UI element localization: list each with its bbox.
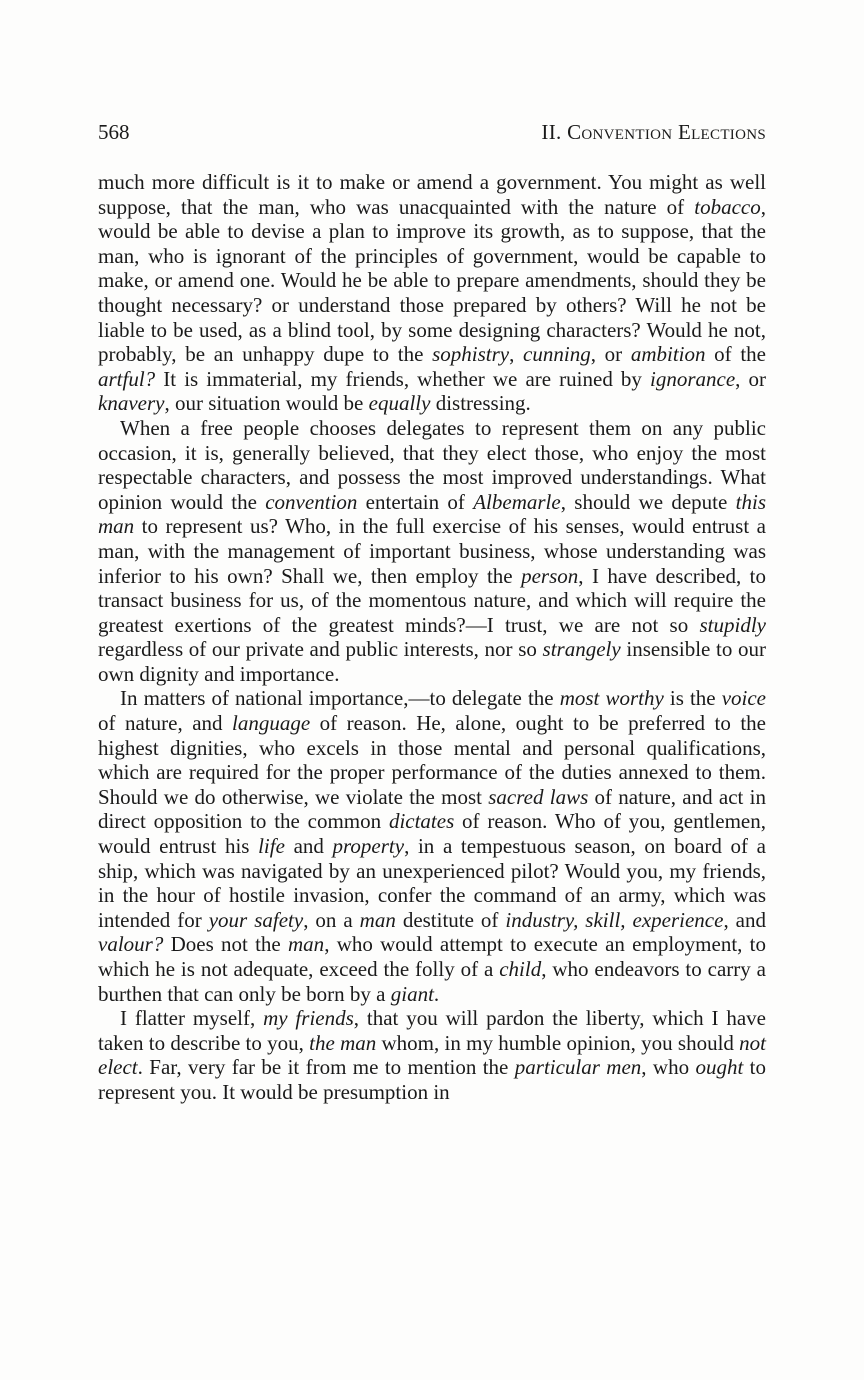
- italic-text-run: your safety: [208, 907, 304, 932]
- text-run: and: [284, 834, 333, 859]
- italic-text-run: language: [232, 711, 311, 736]
- text-run: much more difficult is it to make or amend a government. You might as well suppose, that the man, who was unacquainted with the nature of: [98, 170, 766, 219]
- paragraph-2: [98, 416, 766, 687]
- italic-text-run: knavery: [98, 391, 165, 416]
- text-run: , that you will pardon the liberty, which I have taken to describe to you,: [98, 1006, 766, 1055]
- text-run: to represent you. It would be presumption in: [98, 1055, 767, 1104]
- italic-text-run: equally: [368, 391, 431, 416]
- text-run: , in a tempestuous season, on board of a ship, which was navigated by an unexperienced pilot? Would you, my friends, in the hour of hostile invasion, confer the command of an army, which was intended for: [98, 834, 766, 932]
- italic-text-run: life: [258, 834, 285, 859]
- text-run: , or: [590, 342, 631, 367]
- italic-text-run: voice: [721, 686, 766, 711]
- italic-text-run: artful?: [98, 366, 156, 391]
- text-run: , should we depute: [560, 489, 736, 514]
- italic-text-run: person: [521, 563, 579, 588]
- text-run: regardless of our private and public interests, nor so: [98, 637, 543, 662]
- text-run: Does not the: [163, 932, 289, 957]
- italic-text-run: man: [288, 932, 325, 957]
- italic-text-run: strangely: [542, 637, 621, 662]
- italic-text-run: stupidly: [699, 612, 766, 637]
- text-run: entertain of: [357, 489, 474, 514]
- text-run: , and: [723, 907, 766, 932]
- text-run: , on a: [303, 907, 360, 932]
- text-run: whom, in my humble opinion, you should: [376, 1030, 740, 1055]
- text-run: When a free people chooses delegates to represent them on any public occasion, it is, generally believed, that they elect those, who enjoy the most respectable characters, and possess the most improved understandings. What opinion would the: [98, 415, 766, 514]
- text-run: insensible to our own dignity and importance.: [98, 637, 766, 686]
- italic-text-run: dictates: [388, 809, 455, 834]
- text-run: , who would attempt to execute an employment, to which he is not adequate, exceed the folly of a: [98, 932, 766, 981]
- italic-text-run: not elect: [98, 1030, 766, 1080]
- italic-text-run: Albemarle: [473, 489, 561, 514]
- text-run: of nature, and: [98, 711, 233, 736]
- italic-text-run: convention: [265, 489, 358, 514]
- text-run: . Far, very far be it from me to mention the: [137, 1055, 515, 1080]
- italic-text-run: ignorance: [650, 366, 736, 391]
- italic-text-run: man: [359, 907, 396, 932]
- text-run: In matters of national importance,—to delegate the: [120, 686, 560, 711]
- italic-text-run: my friends: [263, 1006, 354, 1031]
- text-run: distressing.: [430, 391, 531, 416]
- text-run: , I have described, to transact business for us, of the momentous nature, and which will require the greatest exertions of the greatest minds?—I trust, we are not so: [98, 563, 766, 637]
- italic-text-run: ambition: [630, 342, 706, 367]
- italic-text-run: giant: [390, 981, 434, 1006]
- italic-text-run: ought: [695, 1055, 744, 1080]
- paragraph-4: [98, 1006, 766, 1104]
- italic-text-run: property: [332, 834, 405, 859]
- text-run: of nature, and act in direct opposition to the common: [98, 784, 766, 834]
- running-head: II. Convention Elections: [541, 120, 766, 144]
- text-run: , our situation would be: [164, 391, 369, 416]
- italic-text-run: tobacco: [694, 194, 761, 219]
- text-run: destitute of: [395, 907, 506, 932]
- italic-text-run: this man: [98, 489, 766, 539]
- page-header: [98, 120, 766, 150]
- italic-text-run: the man: [309, 1030, 377, 1055]
- text-run: , or: [735, 366, 766, 391]
- italic-text-run: sophistry: [432, 342, 510, 367]
- italic-text-run: sacred laws: [488, 784, 589, 809]
- paragraph-3: [98, 686, 766, 1006]
- text-run: of reason. Who of you, gentlemen, would entrust his: [98, 809, 766, 859]
- text-run: of the: [705, 342, 766, 367]
- italic-text-run: cunning: [523, 342, 591, 367]
- text-run: I flatter myself,: [120, 1006, 264, 1031]
- text-run: , would be able to devise a plan to improve its growth, as to suppose, that the man, who is ignorant of the principles of government, would be capable to make, or amend one. Would he be able to prepare amendments, should they be thought necessary? or understand those prepared by others? Will he not be liable to be used, as a blind tool, by some designing characters? Would he not, probably, be an unhappy dupe to the: [98, 194, 766, 367]
- italic-text-run: valour?: [98, 932, 164, 957]
- italic-text-run: particular men: [514, 1055, 642, 1080]
- text-run: ,: [509, 342, 524, 367]
- text-run: , who endeavors to carry a burthen that can only be born by a: [98, 957, 766, 1006]
- text-run: to represent us? Who, in the full exercise of his senses, would entrust a man, with the management of important business, whose understanding was inferior to his own? Shall we, then employ the: [98, 514, 766, 588]
- text-run: It is immaterial, my friends, whether we are ruined by: [155, 366, 650, 391]
- italic-text-run: child: [499, 957, 542, 981]
- italic-text-run: most worthy: [559, 686, 664, 711]
- text-run: is the: [663, 686, 722, 711]
- text-run: .: [433, 981, 440, 1006]
- paragraph-1: [98, 170, 766, 416]
- text-run: , who: [641, 1055, 696, 1080]
- page-number: 568: [98, 120, 130, 144]
- text-run: of reason. He, alone, ought to be preferred to the highest dignities, who excels in those mental and personal qualifications, which are required for the proper performance of the duties annexed to them. Should we do otherwise, we violate the most: [98, 711, 766, 809]
- italic-text-run: industry, skill, experience: [505, 907, 724, 932]
- body-text: [98, 170, 766, 1105]
